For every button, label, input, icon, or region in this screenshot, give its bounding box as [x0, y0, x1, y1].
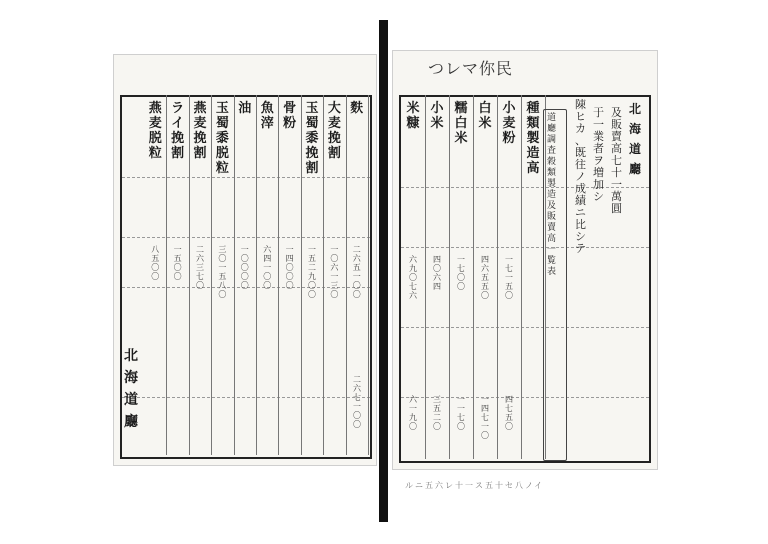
column-heading	[401, 101, 425, 131]
figure-char: 七	[457, 413, 465, 422]
figure-char: 〇	[263, 272, 272, 281]
column-figures-lower	[425, 395, 449, 431]
heading-char: 小	[430, 101, 444, 116]
figure-char: 七	[409, 282, 417, 291]
side-mark-char: 廳	[124, 414, 138, 430]
figure-char: 五	[481, 273, 489, 282]
hand-char: テ	[575, 242, 586, 255]
heading-char: ラ	[171, 101, 185, 116]
column-heading	[473, 101, 497, 131]
heading-char: 割	[305, 161, 319, 176]
figure-char: 六	[433, 273, 441, 282]
note-char: 販	[547, 212, 557, 222]
figure-char: 一	[481, 395, 489, 404]
figure-char: 〇	[505, 291, 513, 300]
note-char: 高	[547, 234, 557, 244]
heading-char: 製	[526, 131, 540, 146]
figure-char: 〇	[457, 282, 465, 291]
column-heading	[521, 101, 545, 176]
heading-char: 玉	[215, 101, 229, 116]
left-table-column	[323, 95, 346, 455]
hand-char: シ	[593, 190, 604, 203]
heading-char: 挽	[305, 146, 319, 161]
note-char: 及	[547, 201, 557, 211]
note-char: 造	[547, 190, 557, 200]
figure-char: 三	[218, 245, 227, 254]
figure-char: 〇	[240, 272, 249, 281]
figure-char: 九	[409, 413, 417, 422]
hand-char: 陳	[575, 98, 586, 111]
note-char: 調	[547, 135, 557, 145]
heading-char: 黍	[215, 131, 229, 146]
heading-char: 大	[327, 101, 341, 116]
footer-bleed-text: ルニ五六レ十一ス五十セ八ノイ	[405, 481, 545, 490]
heading-char: 種	[526, 101, 540, 116]
heading-char: 骨	[283, 101, 297, 116]
figure-char: 七	[353, 393, 361, 402]
hand-char: シ	[575, 230, 586, 243]
note-char: 廳	[547, 124, 557, 134]
note-char: 穀	[547, 157, 557, 167]
hand-char: ニ	[575, 206, 586, 219]
figure-char: 〇	[457, 422, 465, 431]
hand-char: 績	[575, 194, 586, 207]
heading-char: 挽	[327, 131, 341, 146]
column-heading	[449, 101, 473, 146]
side-mark-char: 海	[124, 370, 138, 386]
figure-char: 一	[505, 273, 513, 282]
right-side-mark	[629, 99, 641, 179]
handwritten-title: つレマ你民	[428, 59, 514, 78]
figure-char: 〇	[285, 281, 294, 290]
heading-char: 粒	[215, 161, 229, 176]
heading-char: 割	[327, 146, 341, 161]
figure-char: 〇	[263, 281, 272, 290]
heading-char: 白	[478, 101, 492, 116]
figure-char: 五	[352, 263, 361, 272]
column-figures	[189, 245, 211, 290]
figure-char: 〇	[285, 263, 294, 272]
heading-char: 割	[193, 146, 207, 161]
column-figures	[256, 245, 278, 290]
column-figures-lower	[473, 395, 497, 440]
heading-char: 挽	[193, 131, 207, 146]
heading-char: 糯	[454, 101, 468, 116]
side-mark-char: 道	[124, 392, 138, 408]
figure-char: 〇	[240, 263, 249, 272]
heading-char: 糠	[406, 116, 420, 131]
note-char: 覧	[547, 256, 557, 266]
heading-char: 黍	[305, 131, 319, 146]
figure-char: 〇	[353, 420, 361, 429]
figure-char: 四	[433, 255, 441, 264]
figure-char: 〇	[353, 411, 361, 420]
figure-char: 七	[481, 413, 489, 422]
heading-char: 米	[406, 101, 420, 116]
heading-char: 米	[454, 131, 468, 146]
book-gutter	[379, 20, 388, 522]
hand-char: 販	[611, 118, 622, 131]
hand-note-a	[575, 99, 586, 255]
column-heading	[301, 101, 323, 176]
left-side-mark	[124, 345, 138, 433]
heading-char: 米	[478, 116, 492, 131]
figure-char: 〇	[307, 281, 316, 290]
bracket-note	[547, 113, 556, 278]
column-figures	[323, 245, 345, 299]
hand-char: 萬	[611, 190, 622, 203]
figure-char: 一	[330, 245, 339, 254]
column-figures	[211, 245, 233, 299]
column-figures	[425, 255, 449, 291]
figure-char: 二	[352, 245, 361, 254]
column-heading	[166, 101, 188, 161]
figure-char: 六	[195, 254, 204, 263]
hand-char: 一	[611, 178, 622, 191]
figure-char: 七	[505, 264, 513, 273]
heading-char: 麦	[148, 116, 162, 131]
figure-char: 一	[505, 255, 513, 264]
figure-char: 〇	[195, 281, 204, 290]
heading-char: 脱	[215, 146, 229, 161]
figure-char: 〇	[433, 264, 441, 273]
figure-char: 〇	[457, 273, 465, 282]
hand-char: ヲ	[593, 154, 604, 167]
hand-char: カ	[575, 122, 586, 135]
figure-char: 〇	[433, 422, 441, 431]
side-mark-char: 北	[124, 348, 138, 364]
side-mark-char: 北	[629, 102, 642, 116]
left-table-column	[211, 95, 234, 455]
hand-char: 一	[593, 118, 604, 131]
right-table-column	[425, 95, 450, 459]
right-table-column	[449, 95, 474, 459]
figure-char: 〇	[173, 263, 182, 272]
figure-char: 〇	[481, 431, 489, 440]
figure-char: 一	[285, 245, 294, 254]
figure-char: 三	[330, 281, 339, 290]
heading-char: 高	[526, 161, 540, 176]
figure-char: 九	[409, 264, 417, 273]
figure-char: 七	[505, 404, 513, 413]
figure-char: 〇	[151, 272, 160, 281]
figure-char: 三	[433, 395, 441, 404]
figure-char: 六	[409, 255, 417, 264]
figure-char: 七	[457, 264, 465, 273]
figure-char: 〇	[352, 281, 361, 290]
heading-char: 割	[171, 146, 185, 161]
figure-char: 六	[263, 245, 272, 254]
heading-char: 麦	[327, 116, 341, 131]
column-heading	[278, 101, 300, 131]
figure-char: 二	[195, 245, 204, 254]
note-char: 製	[547, 179, 557, 189]
heading-char: 粉	[502, 131, 516, 146]
figure-char: 〇	[330, 290, 339, 299]
hand-char: 加	[593, 178, 604, 191]
figure-char: 〇	[481, 291, 489, 300]
column-heading	[497, 101, 521, 146]
figure-char: 〇	[285, 272, 294, 281]
hand-char: 圓	[611, 202, 622, 215]
heading-char: イ	[171, 116, 185, 131]
heading-char: 挽	[171, 131, 185, 146]
figure-char: 一	[352, 272, 361, 281]
column-figures	[278, 245, 300, 290]
figure-char: 三	[195, 263, 204, 272]
figure-char: 〇	[505, 422, 513, 431]
figure-char: 六	[352, 254, 361, 263]
heading-char: 小	[502, 101, 516, 116]
figure-char: 二	[433, 413, 441, 422]
left-table-column	[278, 95, 301, 455]
figure-char: 一	[457, 404, 465, 413]
hand-char: 増	[593, 166, 604, 179]
figure-char: 六	[330, 263, 339, 272]
hand-char: 賣	[611, 130, 622, 143]
left-lower-nums	[350, 375, 364, 429]
hand-char: ノ	[575, 170, 586, 183]
column-heading	[425, 101, 449, 131]
note-char: 類	[547, 168, 557, 178]
column-figures-lower	[497, 395, 521, 431]
hand-char: 及	[611, 106, 622, 119]
figure-char: 〇	[218, 290, 227, 299]
column-heading	[144, 101, 166, 161]
figure-char: 四	[481, 404, 489, 413]
figure-char: 一	[481, 422, 489, 431]
figure-char: 〇	[409, 422, 417, 431]
figure-char: 一	[457, 255, 465, 264]
figure-char: 一	[218, 263, 227, 272]
hand-char: 成	[575, 182, 586, 195]
hand-char: 十	[611, 166, 622, 179]
figure-char: 一	[457, 395, 465, 404]
heading-char: 魚	[260, 101, 274, 116]
heading-char: 白	[454, 116, 468, 131]
figure-char: 六	[409, 395, 417, 404]
right-table-column	[401, 95, 426, 459]
figure-char: 〇	[240, 254, 249, 263]
figure-char: 四	[285, 254, 294, 263]
heading-char: 米	[430, 116, 444, 131]
figure-char: 一	[263, 263, 272, 272]
column-figures	[234, 245, 256, 290]
heading-char: 滓	[260, 116, 274, 131]
figure-char: 四	[481, 255, 489, 264]
right-table-column	[473, 95, 498, 459]
heading-char: 蜀	[215, 116, 229, 131]
hand-note-c	[611, 107, 622, 215]
note-char: 一	[547, 245, 557, 255]
heading-char: 油	[238, 101, 252, 116]
figure-char: 二	[307, 263, 316, 272]
column-heading	[323, 101, 345, 161]
column-heading	[211, 101, 233, 176]
figure-char: 一	[409, 404, 417, 413]
column-figures-lower	[449, 395, 473, 431]
heading-char: 麦	[193, 116, 207, 131]
column-figures	[401, 255, 425, 300]
figure-char: 〇	[173, 272, 182, 281]
hand-char: ヒ	[575, 110, 586, 123]
column-heading	[346, 101, 368, 116]
column-figures	[473, 255, 497, 300]
column-figures	[144, 245, 166, 281]
figure-char: 八	[151, 245, 160, 254]
column-heading	[189, 101, 211, 161]
figure-char: 一	[353, 402, 361, 411]
heading-char: 燕	[193, 101, 207, 116]
figure-char: 〇	[151, 263, 160, 272]
column-figures	[301, 245, 323, 299]
column-figures	[166, 245, 188, 281]
right-table-column	[497, 95, 522, 459]
left-table-column	[166, 95, 189, 455]
heading-char: 蜀	[305, 116, 319, 131]
figure-char: 五	[151, 254, 160, 263]
side-mark-char: 道	[629, 142, 642, 156]
figure-char: 五	[218, 272, 227, 281]
figure-char: 五	[481, 282, 489, 291]
heading-char: 脱	[148, 131, 162, 146]
hand-char: 者	[593, 142, 604, 155]
figure-char: 六	[481, 264, 489, 273]
column-figures	[449, 255, 473, 291]
figure-char: 〇	[307, 290, 316, 299]
left-table-column	[189, 95, 212, 455]
figure-char: 九	[307, 272, 316, 281]
heading-char: 造	[526, 146, 540, 161]
column-figures	[346, 245, 368, 299]
left-table-column	[234, 95, 257, 455]
heading-char: 燕	[148, 101, 162, 116]
figure-char: 二	[353, 375, 361, 384]
figure-char: 一	[173, 245, 182, 254]
left-table-column	[256, 95, 279, 455]
figure-char: 四	[505, 395, 513, 404]
figure-char: 四	[433, 282, 441, 291]
figure-char: 五	[505, 282, 513, 291]
hand-char: 于	[593, 106, 604, 119]
note-char: 道	[547, 113, 557, 123]
left-table-column	[144, 95, 167, 455]
figure-char: 六	[409, 291, 417, 300]
figure-char: 〇	[409, 273, 417, 282]
column-heading	[256, 101, 278, 131]
figure-char: 五	[433, 404, 441, 413]
figure-char: 一	[330, 272, 339, 281]
hand-char: 七	[611, 154, 622, 167]
figure-char: 八	[218, 281, 227, 290]
column-figures-lower	[401, 395, 425, 431]
heading-char: 玉	[305, 101, 319, 116]
figure-char: 一	[307, 245, 316, 254]
figure-char: 五	[505, 413, 513, 422]
hand-char: 業	[593, 130, 604, 143]
heading-char: 類	[526, 116, 540, 131]
hand-char: 既	[575, 146, 586, 159]
side-mark-char: 海	[629, 122, 642, 136]
hand-char: 往	[575, 158, 586, 171]
figure-char: 〇	[240, 281, 249, 290]
hand-char: 比	[575, 218, 586, 231]
figure-char: 五	[173, 254, 182, 263]
figure-char: 四	[263, 254, 272, 263]
left-page	[113, 54, 377, 466]
side-mark-char: 廳	[629, 162, 642, 176]
note-char: 表	[547, 267, 557, 277]
left-table-column	[301, 95, 324, 455]
figure-char: 六	[353, 384, 361, 393]
figure-char: 〇	[330, 254, 339, 263]
heading-char: 麦	[502, 116, 516, 131]
hand-char: 高	[611, 142, 622, 155]
heading-char: 粒	[148, 146, 162, 161]
hand-note-b	[593, 107, 604, 203]
figure-char: 五	[307, 254, 316, 263]
figure-char: 一	[240, 245, 249, 254]
hand-char: 、	[575, 134, 586, 147]
column-figures	[497, 255, 521, 300]
column-heading	[234, 101, 256, 116]
note-char: 賣	[547, 223, 557, 233]
right-page	[392, 50, 658, 470]
figure-char: 〇	[218, 254, 227, 263]
figure-char: 七	[195, 272, 204, 281]
heading-char: 粉	[283, 116, 297, 131]
note-char: 査	[547, 146, 557, 156]
heading-char: 麩	[350, 101, 364, 116]
figure-char: 〇	[352, 290, 361, 299]
